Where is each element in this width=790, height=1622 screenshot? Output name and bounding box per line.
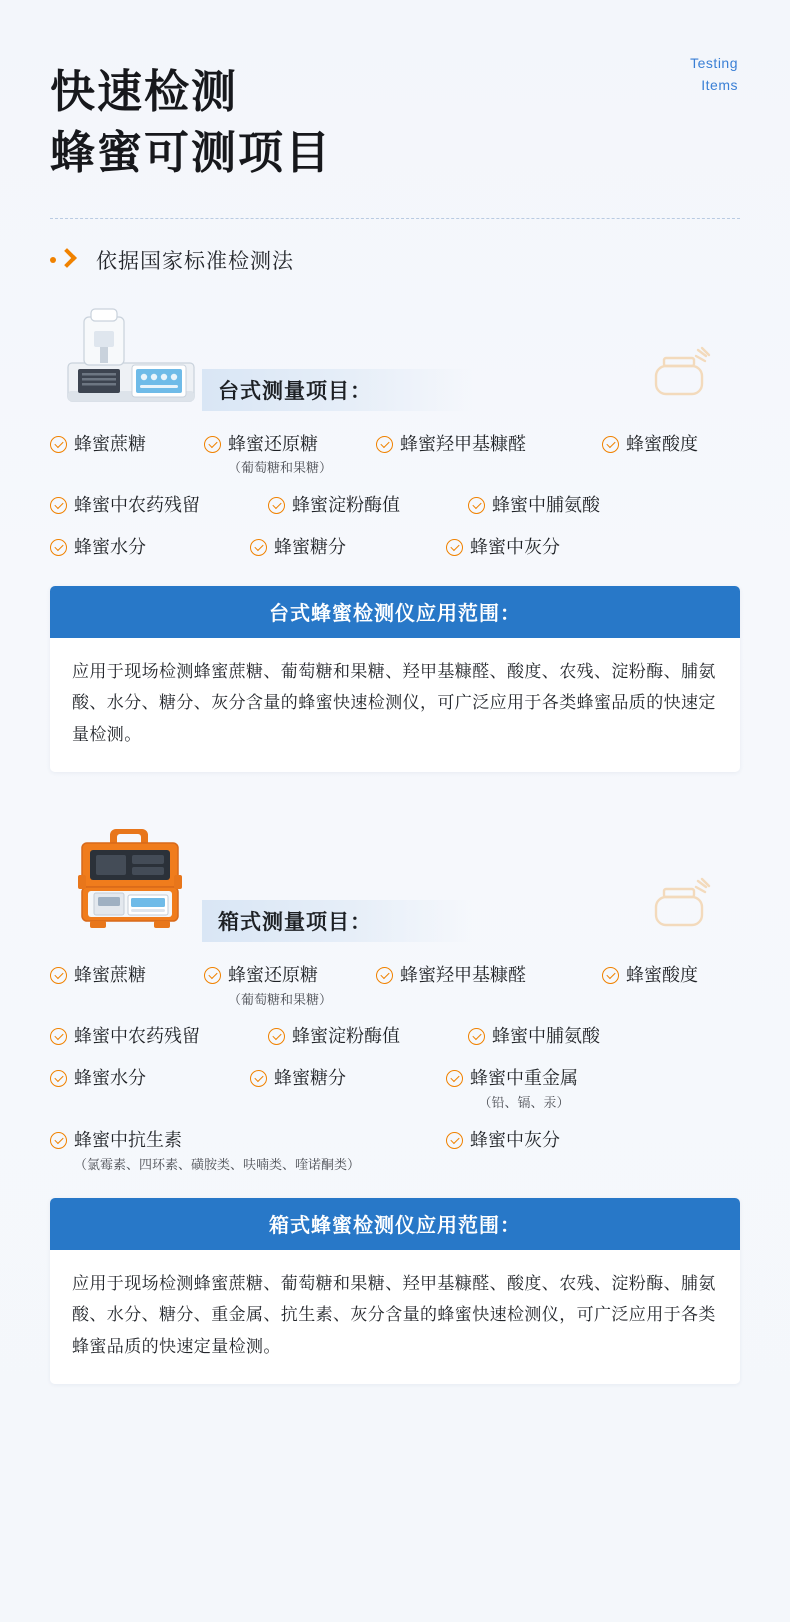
page-header	[50, 0, 740, 219]
list-item	[50, 534, 250, 562]
device-row-portable	[50, 832, 740, 944]
check-icon	[50, 436, 67, 453]
honey-jar-icon	[652, 875, 714, 938]
panel-portable-title: 箱式蜂蜜检测仪应用范围：	[50, 1198, 740, 1250]
benchtop-analyzer-image	[60, 303, 200, 413]
list-item	[268, 1023, 468, 1051]
item-sublabel: （铅、镉、汞）	[478, 1095, 570, 1111]
item-label: 蜂蜜中灰分	[470, 1129, 560, 1150]
double-chevron-icon	[50, 249, 82, 271]
item-label: 蜂蜜水分	[74, 1068, 146, 1089]
items-desktop	[50, 431, 740, 562]
item-sublabel: （葡萄糖和果糖）	[228, 460, 333, 476]
list-item	[602, 431, 698, 459]
list-item	[268, 492, 468, 520]
check-icon	[268, 1028, 285, 1045]
item-label: 蜂蜜淀粉酶值	[292, 1026, 400, 1047]
list-item	[446, 534, 560, 562]
item-sublabel: （氯霉素、四环素、磺胺类、呋喃类、喹诺酮类）	[74, 1156, 361, 1172]
item-row	[50, 1065, 740, 1112]
item-label: 蜂蜜糖分	[274, 536, 346, 557]
title-line-1: 快速检测	[50, 66, 239, 117]
list-item	[50, 1127, 446, 1174]
list-item	[204, 962, 376, 1009]
check-icon	[376, 967, 393, 984]
item-label: 蜂蜜羟甲基糠醛	[400, 433, 526, 454]
item-row	[50, 962, 740, 1009]
check-icon	[204, 436, 221, 453]
honey-jar-icon	[652, 344, 714, 407]
banner-desktop	[202, 369, 472, 411]
title-english	[690, 52, 738, 97]
portable-case-analyzer-image	[60, 817, 200, 944]
section-portable	[50, 832, 740, 1384]
item-label: 蜂蜜中灰分	[470, 536, 560, 557]
check-icon	[50, 539, 67, 556]
panel-portable-body: 应用于现场检测蜂蜜蔗糖、葡萄糖和果糖、羟甲基糠醛、酸度、农残、淀粉酶、脯氨酸、水分、糖分、重金属、抗生素、灰分含量的蜂蜜快速检测仪，可广泛应用于各类蜂蜜品质的快速定量检测。	[50, 1250, 740, 1384]
item-row	[50, 534, 740, 562]
item-label: 蜂蜜中农药残留	[74, 494, 200, 515]
items-portable	[50, 962, 740, 1174]
panel-desktop-title: 台式蜂蜜检测仪应用范围：	[50, 586, 740, 638]
list-item	[468, 1023, 600, 1051]
item-label: 蜂蜜还原糖	[228, 433, 318, 454]
item-label: 蜂蜜还原糖	[228, 964, 318, 985]
list-item	[376, 431, 602, 459]
list-item	[50, 492, 268, 520]
item-row	[50, 431, 740, 478]
list-item	[50, 1023, 268, 1051]
check-icon	[602, 436, 619, 453]
check-icon	[468, 1028, 485, 1045]
item-label: 蜂蜜糖分	[274, 1068, 346, 1089]
item-sublabel: （葡萄糖和果糖）	[228, 991, 333, 1007]
check-icon	[50, 967, 67, 984]
item-row	[50, 1127, 740, 1174]
check-icon	[602, 967, 619, 984]
item-label: 蜂蜜中农药残留	[74, 1026, 200, 1047]
item-label: 蜂蜜羟甲基糠醛	[400, 964, 526, 985]
list-item	[250, 1065, 446, 1093]
banner-portable-label: 箱式测量项目：	[218, 910, 372, 934]
standard-note	[50, 245, 740, 275]
check-icon	[446, 539, 463, 556]
check-icon	[376, 436, 393, 453]
item-label: 蜂蜜中脯氨酸	[492, 1026, 600, 1047]
item-label: 蜂蜜中脯氨酸	[492, 494, 600, 515]
page-title	[50, 62, 740, 184]
banner-desktop-label: 台式测量项目：	[218, 379, 372, 403]
title-line-2: 蜂蜜可测项目	[50, 126, 333, 178]
list-item	[602, 962, 698, 990]
check-icon	[250, 1070, 267, 1087]
item-label: 蜂蜜水分	[74, 536, 146, 557]
check-icon	[446, 1070, 463, 1087]
check-icon	[468, 497, 485, 514]
panel-desktop	[50, 586, 740, 772]
standard-note-label: 依据国家标准检测法	[96, 249, 294, 273]
check-icon	[50, 1132, 67, 1149]
check-icon	[250, 539, 267, 556]
list-item	[250, 534, 446, 562]
item-label: 蜂蜜蔗糖	[74, 433, 146, 454]
section-desktop	[50, 301, 740, 772]
device-row-desktop	[50, 301, 740, 413]
title-english-line-1: Testing	[690, 55, 738, 71]
list-item	[204, 431, 376, 478]
list-item	[376, 962, 602, 990]
title-english-line-2: Items	[701, 77, 738, 94]
panel-portable	[50, 1198, 740, 1384]
item-label: 蜂蜜蔗糖	[74, 964, 146, 985]
list-item	[446, 1065, 578, 1112]
header-divider	[50, 218, 740, 219]
item-row	[50, 1023, 740, 1051]
check-icon	[50, 497, 67, 514]
list-item	[50, 1065, 250, 1093]
list-item	[50, 962, 204, 990]
item-label: 蜂蜜酸度	[626, 433, 698, 454]
check-icon	[204, 967, 221, 984]
list-item	[468, 492, 600, 520]
banner-portable	[202, 900, 472, 942]
check-icon	[50, 1028, 67, 1045]
item-label: 蜂蜜中抗生素	[74, 1129, 182, 1150]
list-item	[446, 1127, 560, 1155]
item-label: 蜂蜜淀粉酶值	[292, 494, 400, 515]
item-label: 蜂蜜中重金属	[470, 1068, 578, 1089]
list-item	[50, 431, 204, 459]
check-icon	[446, 1132, 463, 1149]
check-icon	[268, 497, 285, 514]
check-icon	[50, 1070, 67, 1087]
panel-desktop-body: 应用于现场检测蜂蜜蔗糖、葡萄糖和果糖、羟甲基糠醛、酸度、农残、淀粉酶、脯氨酸、水分、糖分、灰分含量的蜂蜜快速检测仪，可广泛应用于各类蜂蜜品质的快速定量检测。	[50, 638, 740, 772]
item-label: 蜂蜜酸度	[626, 964, 698, 985]
item-row	[50, 492, 740, 520]
